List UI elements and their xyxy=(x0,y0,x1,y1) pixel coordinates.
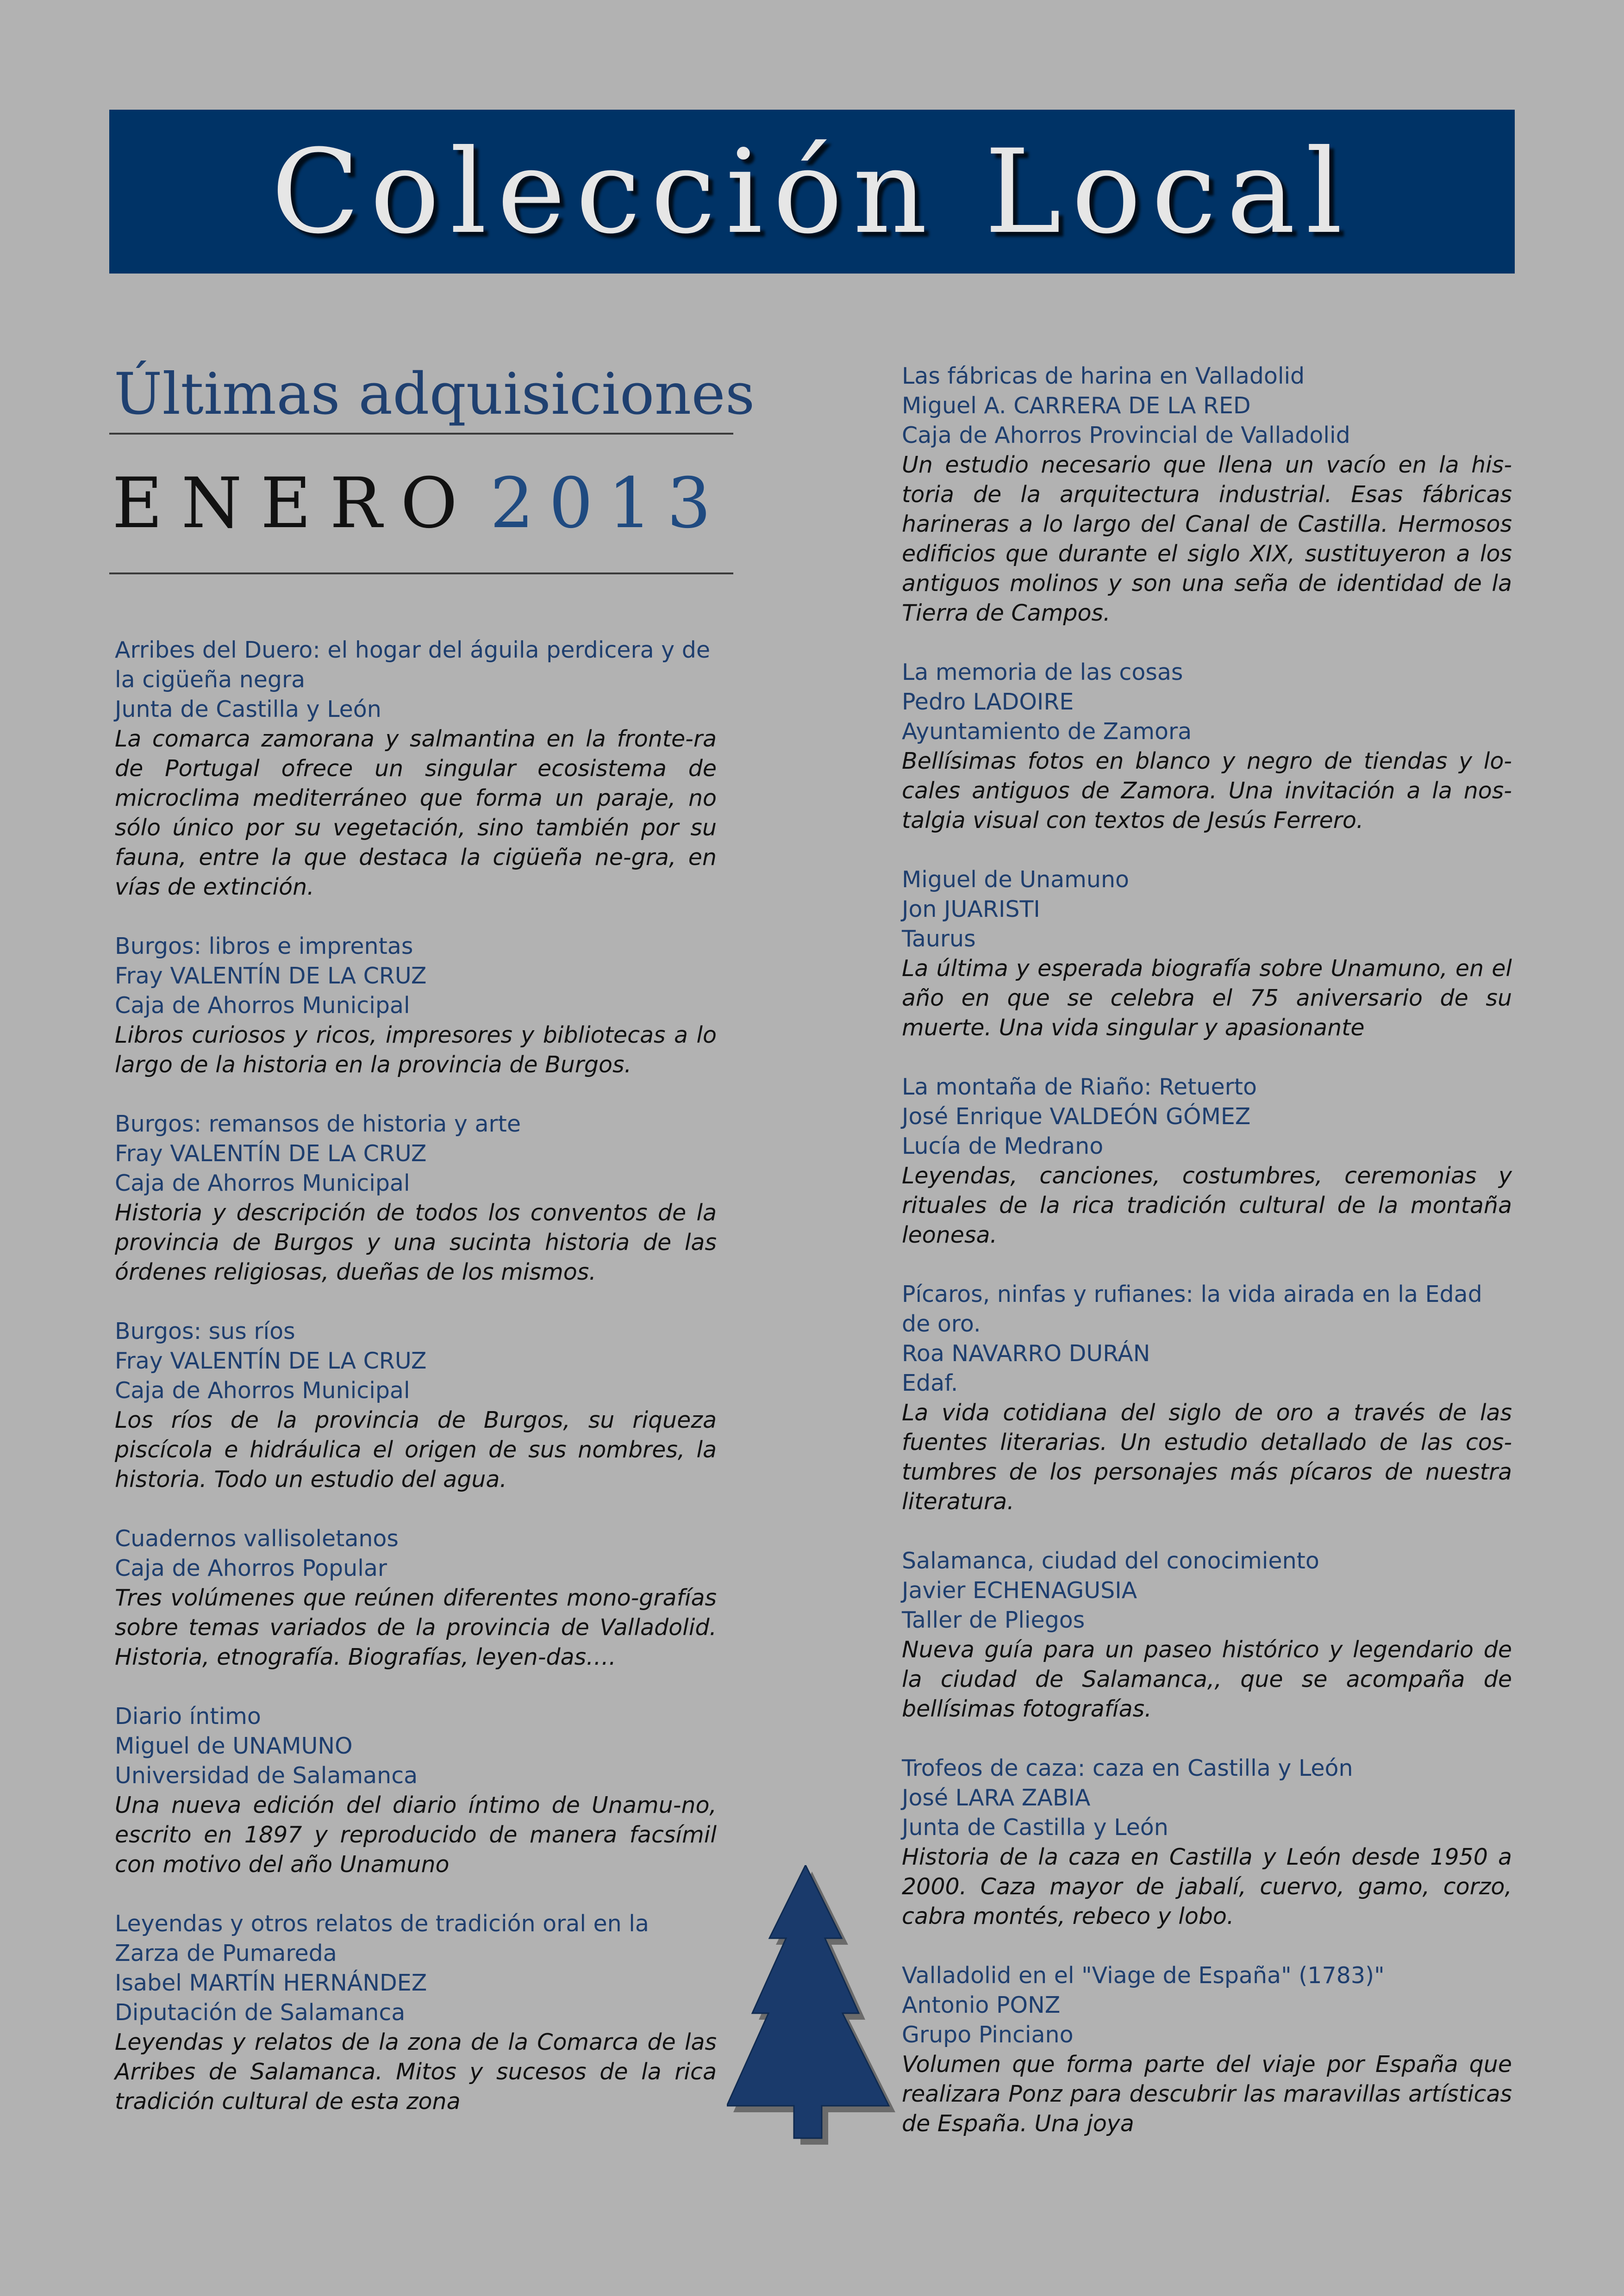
book-publisher: Diputación de Salamanca xyxy=(115,1999,406,2026)
book-entry xyxy=(902,658,1512,835)
book-publisher: Caja de Ahorros Provincial de Valladolid xyxy=(902,422,1350,448)
book-publisher: Taller de Pliegos xyxy=(902,1607,1085,1633)
book-title: Valladolid en el "Viage de España" (1783)" xyxy=(902,1962,1385,1989)
book-title: La memoria de las cosas xyxy=(902,659,1183,685)
book-description: La vida cotidiana del siglo de oro a través de las fuentes literarias. Un estudio detallado de las cos-tumbres de los personajes más pícaros de nuestra literatura. xyxy=(902,1400,1512,1515)
book-author: Fray VALENTÍN DE LA CRUZ xyxy=(115,963,427,989)
book-entry xyxy=(902,1072,1512,1250)
book-title: Miguel de Unamuno xyxy=(902,866,1129,893)
book-entry xyxy=(115,635,717,902)
book-author: Miguel de UNAMUNO xyxy=(115,1733,353,1759)
book-description: Leyendas y relatos de la zona de la Comarca de las Arribes de Salamanca. Mitos y sucesos de la rica tradición cultural de esta zona xyxy=(115,2029,717,2115)
book-publisher: Universidad de Salamanca xyxy=(115,1762,418,1789)
book-description: Bellísimas fotos en blanco y negro de tiendas y lo-cales antiguos de Zamora. Una invitación a la nos-talgia visual con textos de Jesús Ferrero. xyxy=(902,748,1512,834)
book-entry xyxy=(115,932,717,1080)
book-author: Miguel A. CARRERA DE LA RED xyxy=(902,392,1251,419)
book-description: Historia de la caza en Castilla y León desde 1950 a 2000. Caza mayor de jabalí, cuervo, gamo, corzo, cabra montés, rebeco y lobo. xyxy=(902,1844,1512,1929)
header-banner xyxy=(109,110,1515,274)
book-entry xyxy=(115,1909,717,2116)
book-author: Antonio PONZ xyxy=(902,1992,1061,2018)
book-title: Cuadernos vallisoletanos xyxy=(115,1525,399,1552)
right-column xyxy=(902,361,1512,2168)
banner-title: Colección Local xyxy=(271,124,1353,259)
date-heading xyxy=(109,435,733,572)
book-title: Burgos: sus ríos xyxy=(115,1318,295,1344)
book-entry xyxy=(115,1317,717,1494)
subtitle: Últimas adquisiciones xyxy=(114,361,755,428)
book-author: José Enrique VALDEÓN GÓMEZ xyxy=(902,1103,1251,1130)
book-description: Los ríos de la provincia de Burgos, su riqueza piscícola e hidráulica el origen de sus nombres, la historia. Todo un estudio del agua. xyxy=(115,1407,717,1493)
left-column xyxy=(115,635,717,2146)
divider xyxy=(109,572,733,574)
tree-body xyxy=(727,1865,889,2138)
book-title: Arribes del Duero: el hogar del águila perdicera y de la cigüeña negra xyxy=(115,637,711,693)
book-author: Isabel MARTÍN HERNÁNDEZ xyxy=(115,1970,427,1996)
book-publisher: Grupo Pinciano xyxy=(902,2022,1074,2048)
book-description: Nueva guía para un paseo histórico y legendario de la ciudad de Salamanca,, que se acompaña de bellísimas fotografías. xyxy=(902,1636,1512,1722)
book-title: Burgos: remansos de historia y arte xyxy=(115,1111,521,1137)
book-description: Libros curiosos y ricos, impresores y bibliotecas a lo largo de la historia en la provincia de Burgos. xyxy=(115,1022,717,1078)
book-entry xyxy=(902,1280,1512,1517)
book-entry xyxy=(902,1961,1512,2139)
book-author: Javier ECHENAGUSIA xyxy=(902,1577,1137,1604)
book-author: Pedro LADOIRE xyxy=(902,689,1074,715)
book-publisher: Edaf. xyxy=(902,1370,958,1396)
book-title: Las fábricas de harina en Valladolid xyxy=(902,363,1305,389)
book-publisher: Caja de Ahorros Municipal xyxy=(115,1170,410,1196)
book-entry xyxy=(115,1109,717,1287)
book-publisher: Lucía de Medrano xyxy=(902,1133,1104,1159)
book-publisher: Ayuntamiento de Zamora xyxy=(902,718,1192,745)
book-description: Un estudio necesario que llena un vacío en la his-toria de la arquitectura industrial. Esas fábricas harineras a lo largo del Canal de Castilla. Hermosos edificios que durante el siglo XIX, sustituyeron a los antiguos molinos y son una seña de identidad de la Tierra de Campos. xyxy=(902,452,1512,626)
book-publisher: Junta de Castilla y León xyxy=(902,1814,1168,1841)
heading-block xyxy=(109,356,755,574)
book-author: Roa NAVARRO DURÁN xyxy=(902,1340,1150,1367)
book-description: La última y esperada biografía sobre Unamuno, en el año en que se celebra el 75 aniversario de su muerte. Una vida singular y apasionante xyxy=(902,955,1512,1041)
book-entry xyxy=(902,865,1512,1043)
book-title: La montaña de Riaño: Retuerto xyxy=(902,1074,1257,1100)
book-description: Volumen que forma parte del viaje por España que realizara Ponz para descubrir las maravillas artísticas de España. Una joya xyxy=(902,2051,1512,2137)
book-entry xyxy=(115,1524,717,1672)
book-title: Pícaros, ninfas y rufianes: la vida airada en la Edad de oro. xyxy=(902,1281,1482,1337)
book-publisher: Caja de Ahorros Municipal xyxy=(115,992,410,1019)
book-entry xyxy=(115,1702,717,1879)
book-description: Historia y descripción de todos los conventos de la provincia de Burgos y una sucinta historia de las órdenes religiosas, dueñas de los mismos. xyxy=(115,1200,717,1285)
book-author: Fray VALENTÍN DE LA CRUZ xyxy=(115,1140,427,1167)
book-description: Leyendas, canciones, costumbres, ceremonias y rituales de la rica tradición cultural de la montaña leonesa. xyxy=(902,1163,1512,1248)
book-author: José LARA ZABIA xyxy=(902,1785,1091,1811)
book-description: Tres volúmenes que reúnen diferentes mono-grafías sobre temas variados de la provincia de Valladolid. Historia, etnografía. Biografías, leyen-das…. xyxy=(115,1585,717,1670)
book-title: Burgos: libros e imprentas xyxy=(115,933,413,959)
book-description: La comarca zamorana y salmantina en la fronte-ra de Portugal ofrece un singular ecosistema de microclima mediterráneo que forma un paraje, no sólo único por su vegetación, sino también por su fauna, entre la que destaca la cigüeña ne-gra, en vías de extinción. xyxy=(115,726,717,900)
book-entry xyxy=(902,361,1512,628)
book-title: Leyendas y otros relatos de tradición oral en la Zarza de Pumareda xyxy=(115,1910,649,1966)
book-description: Una nueva edición del diario íntimo de Unamu-no, escrito en 1897 y reproducido de manera facsímil con motivo del año Unamuno xyxy=(115,1792,717,1878)
book-title: Diario íntimo xyxy=(115,1703,261,1730)
book-author: Fray VALENTÍN DE LA CRUZ xyxy=(115,1348,427,1374)
book-publisher: Junta de Castilla y León xyxy=(115,696,381,722)
book-entry xyxy=(902,1754,1512,1931)
book-publisher: Caja de Ahorros Municipal xyxy=(115,1377,410,1404)
book-publisher: Caja de Ahorros Popular xyxy=(115,1555,387,1581)
book-entry xyxy=(902,1546,1512,1724)
book-author: Jon JUARISTI xyxy=(902,896,1040,922)
book-title: Salamanca, ciudad del conocimiento xyxy=(902,1548,1319,1574)
christmas-tree-icon xyxy=(727,1865,898,2161)
book-publisher: Taurus xyxy=(902,926,976,952)
month: ENERO xyxy=(112,463,476,544)
year: 2013 xyxy=(490,463,726,544)
book-title: Trofeos de caza: caza en Castilla y León xyxy=(902,1755,1353,1781)
